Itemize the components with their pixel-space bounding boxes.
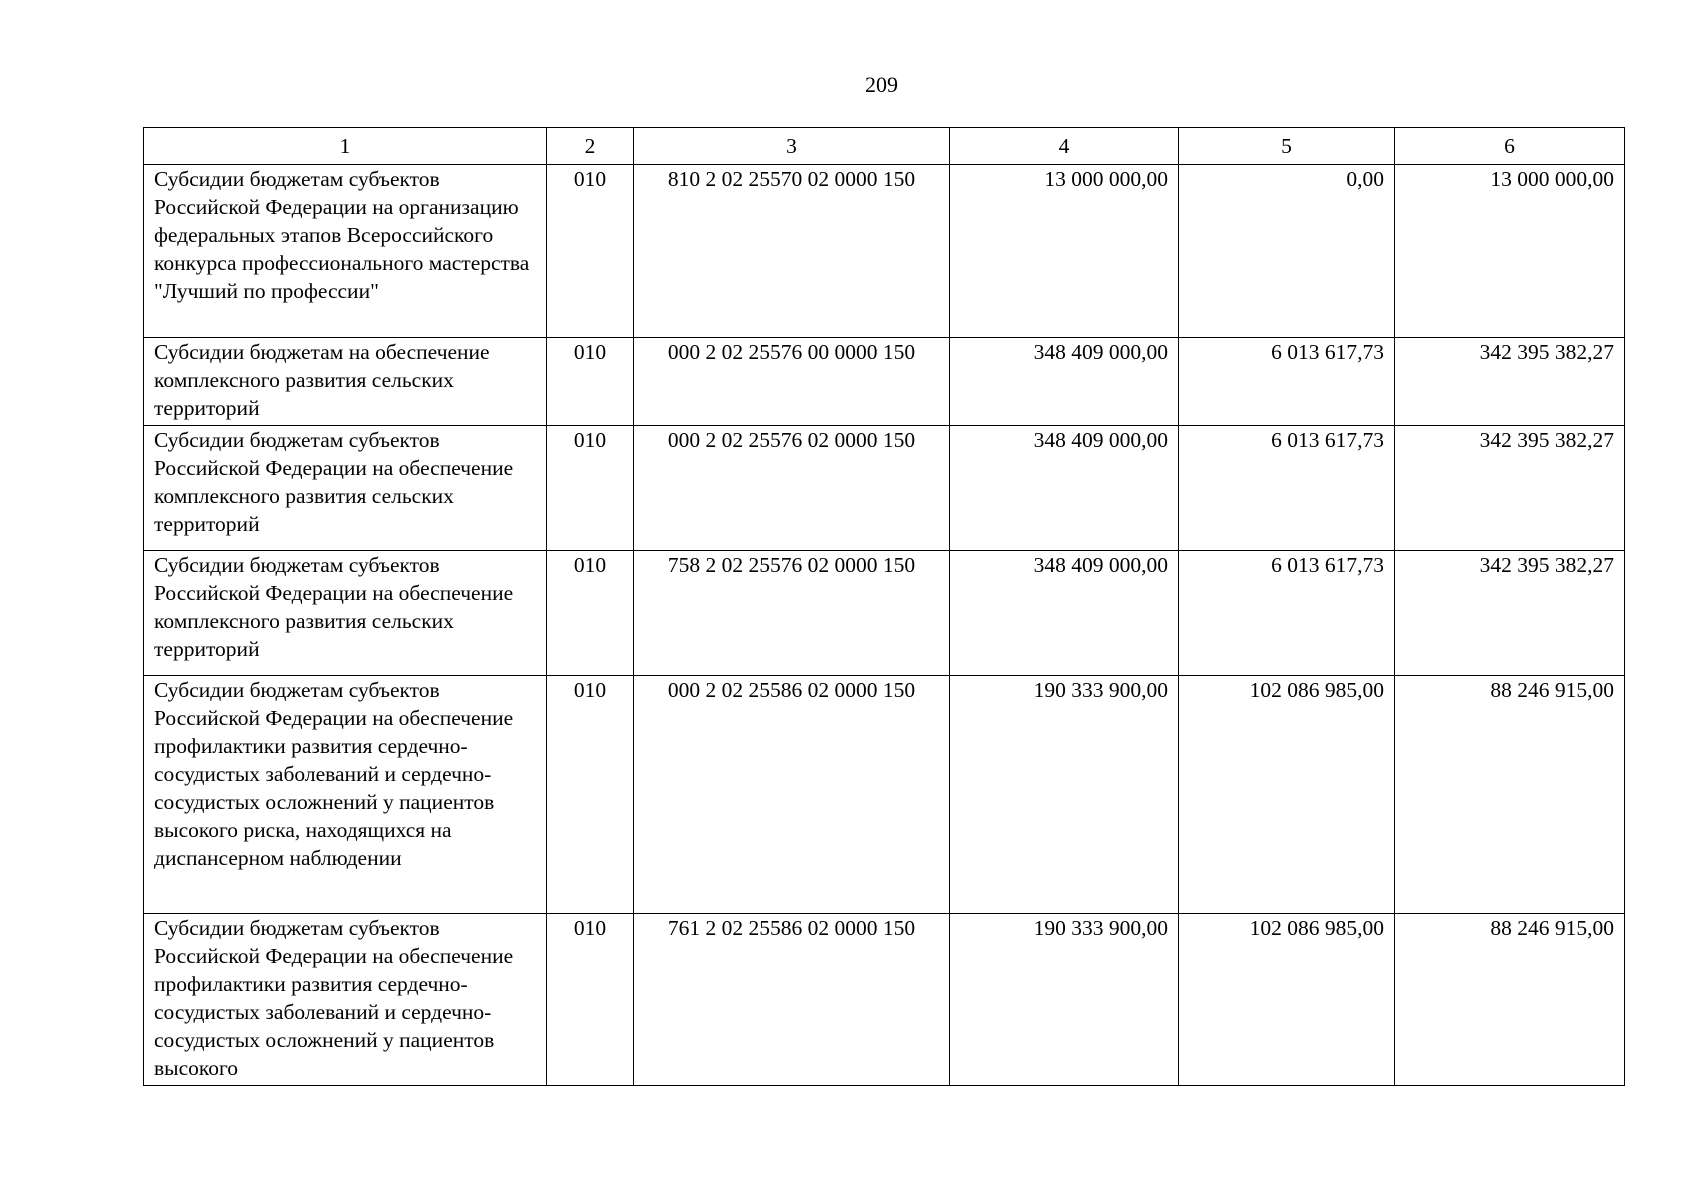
row-income-code: 761 2 02 25586 02 0000 150 [634, 914, 950, 1086]
row-approved: 348 409 000,00 [950, 338, 1179, 426]
row-executed: 102 086 985,00 [1179, 914, 1395, 1086]
row-income-code: 000 2 02 25576 02 0000 150 [634, 426, 950, 551]
row-name: Субсидии бюджетам субъектов Российской Федерации на обеспечение профилактики развития сердечно-сосудистых заболеваний и сердечно-сосудистых осложнений у пациентов высокого риска, находящихся на диспансерном наблюдении [144, 676, 547, 914]
row-approved: 348 409 000,00 [950, 426, 1179, 551]
row-income-code: 000 2 02 25576 00 0000 150 [634, 338, 950, 426]
row-income-code: 000 2 02 25586 02 0000 150 [634, 676, 950, 914]
row-approved: 190 333 900,00 [950, 676, 1179, 914]
column-header-4: 4 [950, 128, 1179, 165]
table-row [144, 426, 1625, 551]
row-remaining: 88 246 915,00 [1395, 914, 1625, 1086]
row-executed: 6 013 617,73 [1179, 426, 1395, 551]
row-line-code: 010 [547, 551, 634, 676]
page-number: 209 [865, 72, 898, 97]
row-line-code: 010 [547, 165, 634, 338]
table-row [144, 551, 1625, 676]
row-name: Субсидии бюджетам субъектов Российской Федерации на обеспечение комплексного развития сельских территорий [144, 426, 547, 551]
row-approved: 348 409 000,00 [950, 551, 1179, 676]
row-name: Субсидии бюджетам на обеспечение комплексного развития сельских территорий [144, 338, 547, 426]
budget-table [143, 127, 1625, 1086]
table-header-row [144, 128, 1625, 165]
table-row [144, 338, 1625, 426]
row-income-code: 758 2 02 25576 02 0000 150 [634, 551, 950, 676]
row-remaining: 342 395 382,27 [1395, 426, 1625, 551]
row-name: Субсидии бюджетам субъектов Российской Федерации на организацию федеральных этапов Всероссийского конкурса профессионального мастерства "Лучший по профессии" [144, 165, 547, 338]
column-header-2: 2 [547, 128, 634, 165]
column-header-5: 5 [1179, 128, 1395, 165]
row-line-code: 010 [547, 338, 634, 426]
row-approved: 13 000 000,00 [950, 165, 1179, 338]
row-approved: 190 333 900,00 [950, 914, 1179, 1086]
column-header-6: 6 [1395, 128, 1625, 165]
row-name: Субсидии бюджетам субъектов Российской Федерации на обеспечение профилактики развития сердечно-сосудистых заболеваний и сердечно-сосудистых осложнений у пациентов высокого [144, 914, 547, 1086]
row-remaining: 342 395 382,27 [1395, 551, 1625, 676]
row-line-code: 010 [547, 426, 634, 551]
row-executed: 6 013 617,73 [1179, 338, 1395, 426]
table-row [144, 676, 1625, 914]
column-header-3: 3 [634, 128, 950, 165]
row-line-code: 010 [547, 676, 634, 914]
column-header-1: 1 [144, 128, 547, 165]
row-executed: 0,00 [1179, 165, 1395, 338]
row-line-code: 010 [547, 914, 634, 1086]
row-name: Субсидии бюджетам субъектов Российской Федерации на обеспечение комплексного развития сельских территорий [144, 551, 547, 676]
row-remaining: 342 395 382,27 [1395, 338, 1625, 426]
row-executed: 6 013 617,73 [1179, 551, 1395, 676]
row-income-code: 810 2 02 25570 02 0000 150 [634, 165, 950, 338]
table-row [144, 165, 1625, 338]
table-row [144, 914, 1625, 1086]
row-remaining: 13 000 000,00 [1395, 165, 1625, 338]
row-executed: 102 086 985,00 [1179, 676, 1395, 914]
row-remaining: 88 246 915,00 [1395, 676, 1625, 914]
